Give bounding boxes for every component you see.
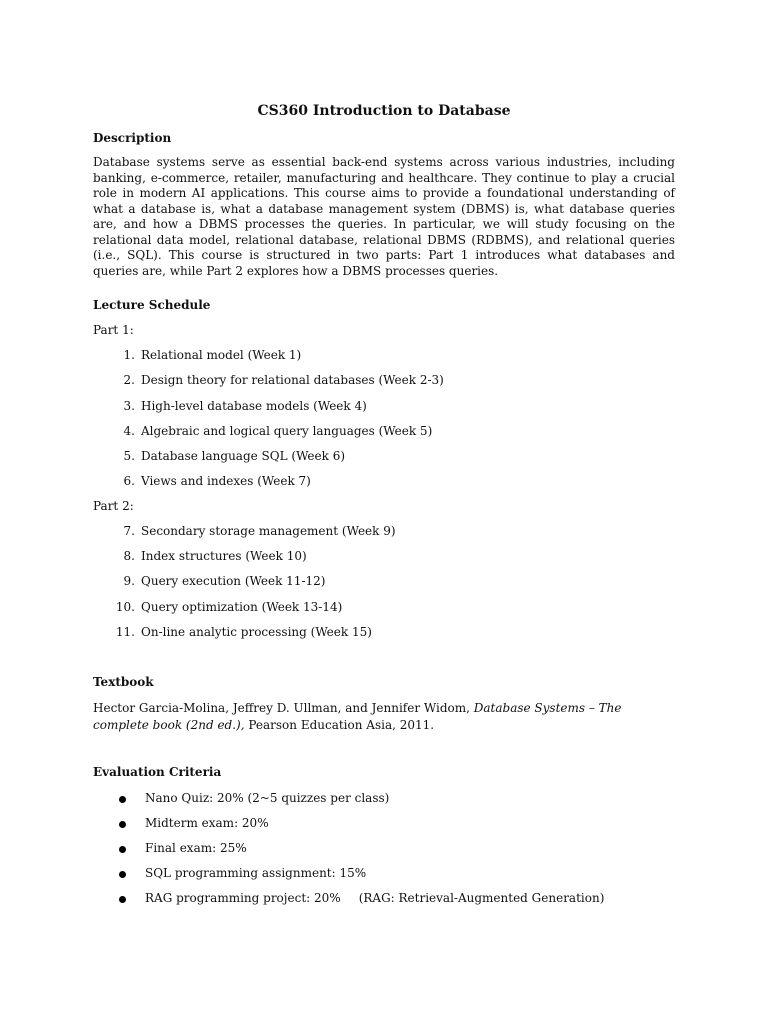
list-item-number: 2. [123, 373, 135, 387]
list-item-text: High-level database models (Week 4) [141, 399, 367, 413]
bullet-icon [119, 896, 126, 903]
list-item-text: Database language SQL (Week 6) [141, 449, 346, 463]
textbook-citation [93, 700, 678, 734]
bullet-icon [119, 821, 126, 828]
list-item-number: 6. [123, 474, 135, 488]
list-item-text: Views and indexes (Week 7) [141, 474, 311, 488]
list-item-number: 3. [123, 399, 135, 413]
list-item-number: 8. [123, 549, 135, 563]
textbook-publisher: Pearson Education Asia, 2011. [244, 718, 435, 732]
evaluation-item-row [145, 891, 604, 905]
textbook-title: Database Systems – The complete book (2nd ed.), [93, 701, 622, 732]
list-item-text: Index structures (Week 10) [141, 549, 307, 563]
bullet-icon [119, 871, 126, 878]
list-item-number: 10. [115, 600, 135, 614]
list-item-text: Secondary storage management (Week 9) [141, 524, 396, 538]
list-item-text: Design theory for relational databases (Week 2-3) [141, 373, 444, 387]
evaluation-item-text: RAG programming project: 20% [145, 891, 341, 905]
list-item-number: 11. [115, 625, 135, 639]
evaluation-item-text: Final exam: 25% [145, 841, 247, 855]
description-heading: Description [93, 131, 172, 145]
evaluation-item-text: Nano Quiz: 20% (2~5 quizzes per class) [145, 791, 390, 805]
lecture-schedule-heading: Lecture Schedule [93, 298, 211, 312]
description-text: Database systems serve as essential back-end systems across various industries, including banking, e-commerce, retailer, manufacturing and healthcare. They continue to play a crucial role in modern AI applications. This course aims to provide a foundational understanding of what a database is, what a database management system (DBMS) is, what database queries are, and how a DBMS processes the queries. In particular, we will study focusing on the relational data model, relational database, relational DBMS (RDBMS), and relational queries (i.e., SQL). This course is structured in two parts: Part 1 introduces what databases and queries are, while Part 2 explores how a DBMS processes queries. [93, 155, 675, 278]
evaluation-item-text: SQL programming assignment: 15% [145, 866, 367, 880]
part2-label: Part 2: [93, 499, 134, 513]
list-item-text: Query optimization (Week 13-14) [141, 600, 343, 614]
evaluation-item-note: (RAG: Retrieval-Augmented Generation) [358, 891, 605, 905]
bullet-icon [119, 846, 126, 853]
list-item-text: Algebraic and logical query languages (Week 5) [141, 424, 433, 438]
evaluation-heading: Evaluation Criteria [93, 765, 222, 779]
part1-label: Part 1: [93, 323, 134, 337]
bullet-icon [119, 796, 126, 803]
list-item-number: 7. [123, 524, 135, 538]
textbook-heading: Textbook [93, 675, 154, 689]
list-item-text: Query execution (Week 11-12) [141, 574, 326, 588]
list-item-text: On-line analytic processing (Week 15) [141, 625, 372, 639]
list-item-text: Relational model (Week 1) [141, 348, 302, 362]
list-item-number: 1. [123, 348, 135, 362]
list-item-number: 9. [123, 574, 135, 588]
page-title: CS360 Introduction to Database [257, 103, 511, 119]
list-item-number: 4. [123, 424, 135, 438]
list-item-number: 5. [123, 449, 135, 463]
evaluation-item-text: Midterm exam: 20% [145, 816, 269, 830]
textbook-authors: Hector Garcia-Molina, Jeffrey D. Ullman, and Jennifer Widom, [93, 701, 474, 715]
